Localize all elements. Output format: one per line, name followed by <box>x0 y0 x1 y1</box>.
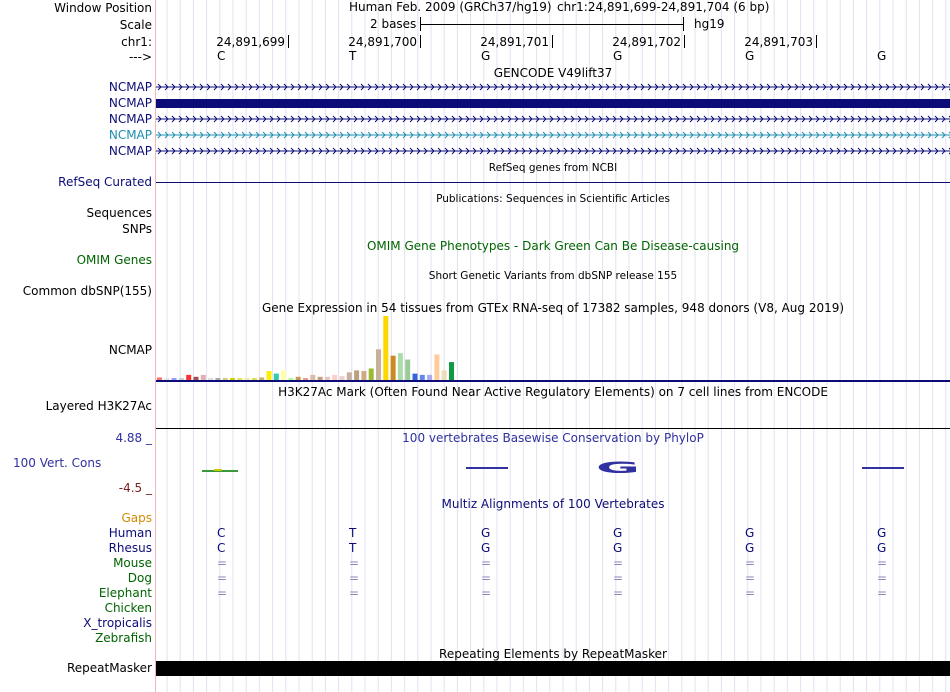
ruler-base: G <box>745 49 755 63</box>
label-ncmap-2[interactable]: NCMAP <box>108 96 152 110</box>
rhesus-base: T <box>349 541 357 555</box>
repeatmasker-title: Repeating Elements by RepeatMasker <box>439 647 667 661</box>
multiz-title: Multiz Alignments of 100 Vertebrates <box>441 497 665 511</box>
gtex-tissue-bar <box>332 375 337 380</box>
label-gtex-ncmap[interactable]: NCMAP <box>108 343 152 357</box>
gtex-tissue-bar <box>223 378 228 380</box>
gtex-tissue-bar <box>296 377 301 380</box>
label-rhesus[interactable]: Rhesus <box>108 541 152 555</box>
elephant-base: = <box>349 586 360 600</box>
ruler-base: G <box>481 49 491 63</box>
db-name: hg19 <box>694 17 725 31</box>
gtex-tissue-bar <box>259 377 264 380</box>
scale-bar <box>420 17 684 31</box>
dbsnp-title: Short Genetic Variants from dbSNP release 155 <box>428 270 678 282</box>
transcript-ncmap-1 <box>156 84 950 90</box>
ruler-tick <box>420 35 421 48</box>
refseq-title: RefSeq genes from NCBI <box>488 162 618 174</box>
gtex-tissue-bar <box>347 372 352 380</box>
ruler-base: C <box>217 49 226 63</box>
label-ncmap-5[interactable]: NCMAP <box>108 144 152 158</box>
gtex-tissue-bar <box>237 378 242 380</box>
gtex-tissue-bar <box>376 349 381 380</box>
gtex-tissue-bar <box>179 378 184 380</box>
label-omim-genes[interactable]: OMIM Genes <box>76 253 152 267</box>
ruler-base: G <box>877 49 887 63</box>
label-ncmap-3[interactable]: NCMAP <box>108 112 152 126</box>
human-base: C <box>217 526 226 540</box>
gtex-tissue-bar <box>383 316 388 380</box>
dog-base: = <box>217 571 228 585</box>
label-common-dbsnp[interactable]: Common dbSNP(155) <box>22 284 152 298</box>
gtex-tissue-bar <box>361 371 366 380</box>
ruler-base: T <box>349 49 357 63</box>
transcript-ncmap-5 <box>156 148 950 154</box>
elephant-base: = <box>481 586 492 600</box>
label-zebrafish[interactable]: Zebrafish <box>95 631 152 645</box>
transcript-ncmap-2 <box>156 99 950 108</box>
gtex-tissue-bar <box>288 378 293 380</box>
gencode-transcripts[interactable] <box>156 80 950 160</box>
human-base: G <box>877 526 887 540</box>
label-dog[interactable]: Dog <box>127 571 152 585</box>
gtex-tissue-bar <box>245 378 250 380</box>
assembly-title: Human Feb. 2009 (GRCh37/hg19) <box>349 0 552 14</box>
ruler-coordinate: 24,891,700 <box>348 35 417 49</box>
gtex-tissue-bar <box>318 377 323 380</box>
label-refseq-curated[interactable]: RefSeq Curated <box>58 175 152 189</box>
dog-base: = <box>877 571 888 585</box>
label-window-position: Window Position <box>54 1 152 15</box>
omim-title: OMIM Gene Phenotypes - Dark Green Can Be Disease-causing <box>366 239 740 253</box>
rhesus-base: G <box>481 541 491 555</box>
label-ncmap-1[interactable]: NCMAP <box>108 80 152 94</box>
gtex-tissue-bar <box>413 374 418 380</box>
gtex-tissue-bar <box>208 378 213 380</box>
position-title: chr1:24,891,699-24,891,704 (6 bp) <box>557 0 770 14</box>
gtex-tissue-bar <box>252 378 257 380</box>
gtex-bars <box>157 316 454 380</box>
conservation-min: -4.5 _ <box>118 481 152 495</box>
gtex-tissue-bar <box>201 375 206 380</box>
mouse-base: = <box>877 556 888 570</box>
human-base: G <box>745 526 755 540</box>
gtex-tissue-bar <box>398 353 403 380</box>
gtex-tissue-bar <box>391 356 396 380</box>
rhesus-base: G <box>877 541 887 555</box>
rhesus-base: C <box>217 541 226 555</box>
gtex-tissue-bar <box>449 362 454 380</box>
gtex-tissue-bar <box>369 368 374 380</box>
human-base: G <box>481 526 491 540</box>
ruler-tick <box>552 35 553 48</box>
gtex-baseline <box>156 380 950 382</box>
ruler-coordinate: 24,891,699 <box>216 35 285 49</box>
ruler-coordinate: 24,891,702 <box>612 35 681 49</box>
gtex-tissue-bar <box>405 360 410 380</box>
label-mouse[interactable]: Mouse <box>113 556 152 570</box>
mouse-base: = <box>613 556 624 570</box>
gtex-tissue-bar <box>354 370 359 380</box>
gtex-tissue-bar <box>303 378 308 380</box>
mouse-base: = <box>481 556 492 570</box>
gtex-tissue-bar <box>442 370 447 380</box>
ruler-coordinate: 24,891,703 <box>744 35 813 49</box>
human-base: T <box>349 526 357 540</box>
label-scale: Scale <box>119 18 152 32</box>
ruler-coordinate: 24,891,701 <box>480 35 549 49</box>
label-chr: chr1: <box>121 35 152 49</box>
gtex-tissue-bar <box>340 376 345 380</box>
label-100-vert-cons[interactable]: 100 Vert. Cons <box>13 456 102 470</box>
gtex-tissue-bar <box>434 354 439 380</box>
conservation-title: 100 vertebrates Basewise Conservation by PhyloP <box>402 431 704 445</box>
mouse-base: = <box>745 556 756 570</box>
label-snps[interactable]: SNPs <box>122 222 152 236</box>
transcript-ncmap-3 <box>156 116 950 122</box>
elephant-base: = <box>877 586 888 600</box>
label-layered-h3k27ac[interactable]: Layered H3K27Ac <box>45 399 152 413</box>
rhesus-base: G <box>613 541 623 555</box>
label-x-tropicalis[interactable]: X_tropicalis <box>83 616 152 630</box>
dog-base: = <box>745 571 756 585</box>
repeatmasker-block[interactable] <box>156 661 950 676</box>
gtex-tissue-bar <box>427 375 432 380</box>
label-human[interactable]: Human <box>108 526 152 540</box>
mouse-base: = <box>349 556 360 570</box>
ruler-tick <box>684 35 685 48</box>
gtex-tissue-bar <box>194 377 199 380</box>
ruler-tick <box>816 35 817 48</box>
gtex-tissue-bar <box>267 371 272 380</box>
gtex-tissue-bar <box>157 377 162 380</box>
elephant-base: = <box>217 586 228 600</box>
elephant-base: = <box>613 586 624 600</box>
label-ncmap-4[interactable]: NCMAP <box>108 128 152 142</box>
gtex-tissue-bar <box>164 378 169 380</box>
gtex-expression-chart[interactable] <box>156 315 950 383</box>
label-sequences[interactable]: Sequences <box>86 206 152 220</box>
gtex-title: Gene Expression in 54 tissues from GTEx RNA-seq of 17382 samples, 948 donors (V8, Aug 2019) <box>261 301 845 315</box>
gtex-tissue-bar <box>230 378 235 380</box>
human-base: G <box>613 526 623 540</box>
scale-text: 2 bases <box>370 17 417 31</box>
mouse-base: = <box>217 556 228 570</box>
publications-title: Publications: Sequences in Scientific Articles <box>436 193 670 205</box>
elephant-base: = <box>745 586 756 600</box>
ruler-base: G <box>613 49 623 63</box>
dog-base: = <box>481 571 492 585</box>
label-gaps[interactable]: Gaps <box>121 511 152 525</box>
label-elephant[interactable]: Elephant <box>98 586 152 600</box>
gtex-tissue-bar <box>420 375 425 380</box>
conservation-max: 4.88 _ <box>115 431 152 445</box>
h3k27ac-title: H3K27Ac Mark (Often Found Near Active Regulatory Elements) on 7 cell lines from ENCODE <box>278 385 828 399</box>
gtex-tissue-bar <box>215 378 220 380</box>
refseq-line[interactable] <box>156 182 950 183</box>
gtex-tissue-bar <box>281 370 286 380</box>
h3k27ac-baseline <box>156 428 950 429</box>
gtex-tissue-bar <box>310 375 315 380</box>
label-strand-arrow: ---> <box>128 50 152 64</box>
dog-base: = <box>613 571 624 585</box>
label-repeatmasker[interactable]: RepeatMasker <box>66 661 152 675</box>
label-chicken[interactable]: Chicken <box>104 601 152 615</box>
rhesus-base: G <box>745 541 755 555</box>
gtex-tissue-bar <box>186 375 191 380</box>
gtex-tissue-bar <box>172 378 177 380</box>
dog-base: = <box>349 571 360 585</box>
gencode-title: GENCODE V49lift37 <box>493 66 613 80</box>
cons-glyph-g: G <box>596 458 640 477</box>
gtex-tissue-bar <box>274 374 279 380</box>
transcript-ncmap-4 <box>156 132 950 138</box>
gtex-tissue-bar <box>325 377 330 380</box>
conservation-signal[interactable] <box>156 458 950 478</box>
ruler-tick <box>288 35 289 48</box>
